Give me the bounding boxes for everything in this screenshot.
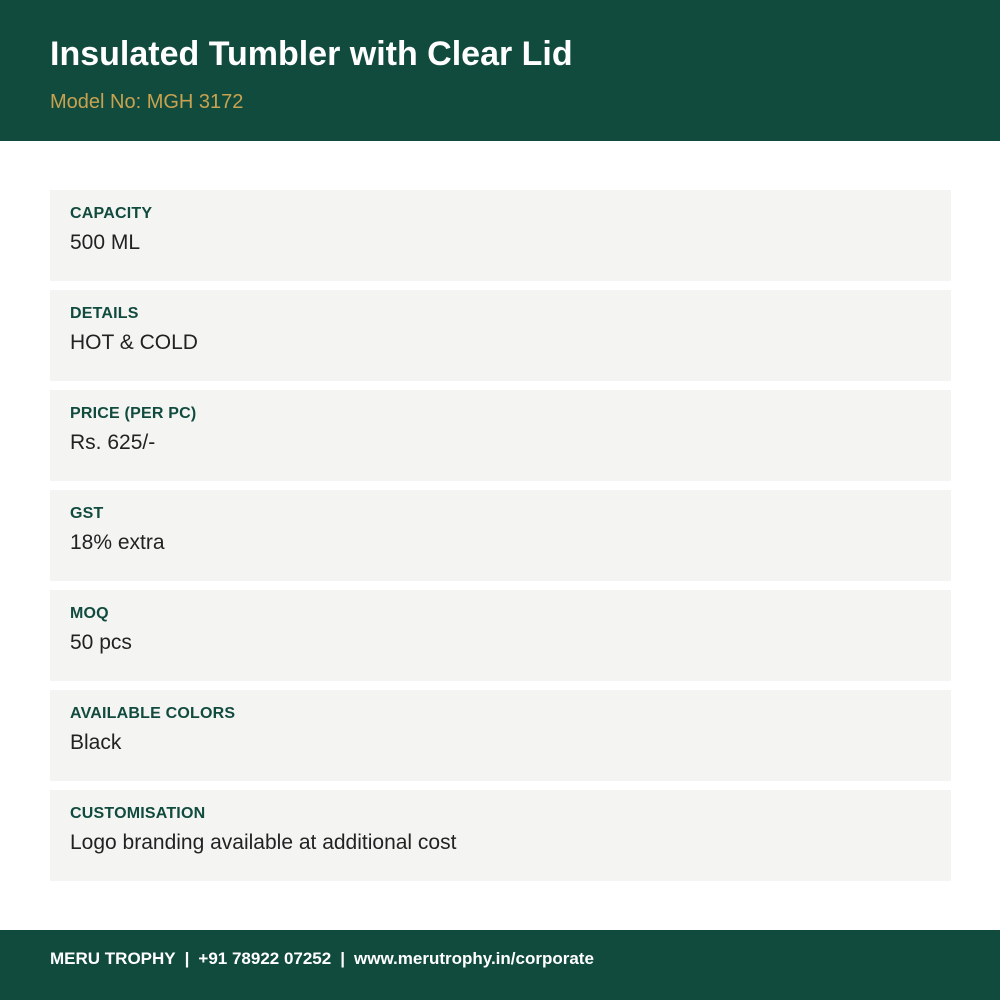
footer-phone: +91 78922 07252: [198, 949, 332, 968]
footer-contact: [50, 948, 594, 970]
spec-label: CAPACITY: [70, 205, 153, 222]
model-number: Model No: MGH 3172: [50, 91, 244, 113]
footer-brand: MERU TROPHY: [50, 949, 176, 968]
spec-label: PRICE (PER PC): [70, 405, 197, 422]
spec-gst: [50, 490, 951, 581]
footer-separator: |: [340, 949, 345, 968]
spec-label: MOQ: [70, 605, 109, 622]
spec-value: Logo branding available at additional cost: [70, 831, 457, 854]
spec-value: 50 pcs: [70, 631, 132, 654]
spec-label: GST: [70, 505, 104, 522]
spec-label: CUSTOMISATION: [70, 805, 206, 822]
footer-separator: |: [184, 949, 190, 968]
spec-customisation: [50, 790, 951, 881]
spec-value: HOT & COLD: [70, 331, 198, 354]
spec-available-colors: [50, 690, 951, 781]
spec-price: [50, 390, 951, 481]
spec-moq: [50, 590, 951, 681]
spec-label: DETAILS: [70, 305, 139, 322]
spec-list: [50, 190, 951, 890]
spec-capacity: [50, 190, 951, 281]
spec-label: AVAILABLE COLORS: [70, 705, 236, 722]
spec-value: Black: [70, 731, 122, 754]
spec-details: [50, 290, 951, 381]
spec-value: Rs. 625/-: [70, 431, 156, 454]
footer-website: www.merutrophy.in/corporate: [354, 949, 594, 968]
page-title: Insulated Tumbler with Clear Lid: [50, 35, 573, 73]
spec-value: 18% extra: [70, 531, 165, 554]
spec-value: 500 ML: [70, 231, 141, 254]
